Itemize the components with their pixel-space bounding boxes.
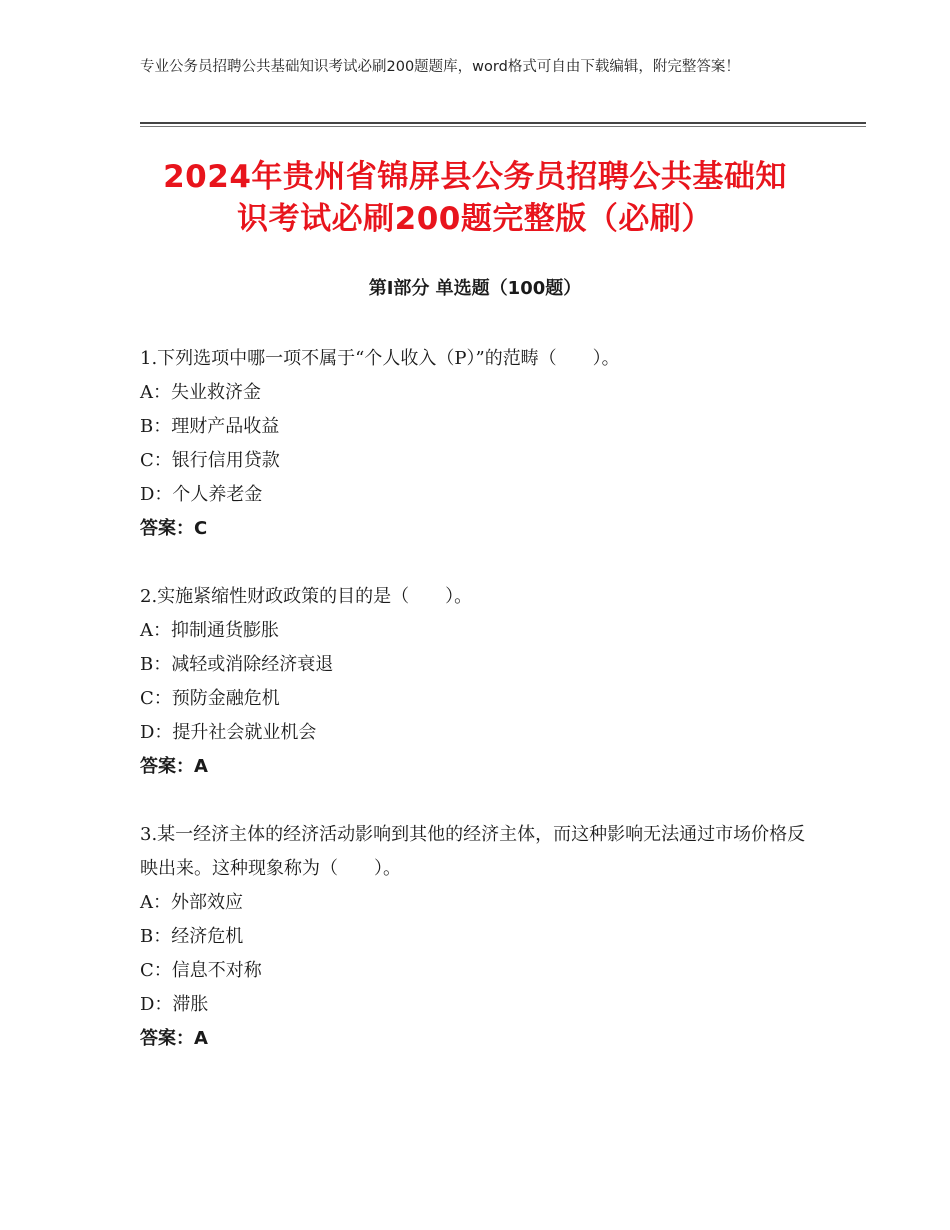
option-d: D：滞胀: [140, 994, 209, 1015]
question-stem: 3.某一经济主体的经济活动影响到其他的经济主体，而这种影响无法通过市场价格反映出来。这种现象称为（ ）。: [140, 824, 806, 879]
option-c: C：银行信用贷款: [140, 450, 280, 471]
document-title-line-1: 2024年贵州省锦屏县公务员招聘公共基础知: [163, 159, 787, 195]
document-title: [130, 156, 820, 240]
question-stem: 2.实施紧缩性财政政策的目的是（ ）。: [140, 586, 473, 607]
section-heading: 第Ⅰ部分 单选题（100题）: [368, 278, 582, 299]
document-title-line-2: 识考试必刷200题完整版（必刷）: [237, 201, 713, 237]
question-3: [140, 818, 810, 1056]
option-b: B：减轻或消除经济衰退: [140, 654, 334, 675]
option-c: C：预防金融危机: [140, 688, 280, 709]
option-c: C：信息不对称: [140, 960, 262, 981]
answer: 答案：A: [140, 756, 208, 777]
answer: 答案：C: [140, 518, 208, 539]
question-1: [140, 342, 810, 546]
header-rule-thin: [140, 126, 866, 127]
option-a: A：外部效应: [140, 892, 243, 913]
option-d: D：提升社会就业机会: [140, 722, 317, 743]
header-note: 专业公务员招聘公共基础知识考试必刷200题题库，word格式可自由下载编辑，附完整答案！: [140, 59, 740, 75]
answer: 答案：A: [140, 1028, 208, 1049]
question-2: [140, 580, 810, 784]
option-b: B：理财产品收益: [140, 416, 280, 437]
option-a: A：失业救济金: [140, 382, 261, 403]
option-b: B：经济危机: [140, 926, 244, 947]
question-list: [140, 342, 810, 1090]
header-rule-thick: [140, 122, 866, 124]
option-a: A：抑制通货膨胀: [140, 620, 279, 641]
question-stem: 1.下列选项中哪一项不属于“个人收入（P）”的范畴（ ）。: [140, 348, 620, 369]
option-d: D：个人养老金: [140, 484, 263, 505]
